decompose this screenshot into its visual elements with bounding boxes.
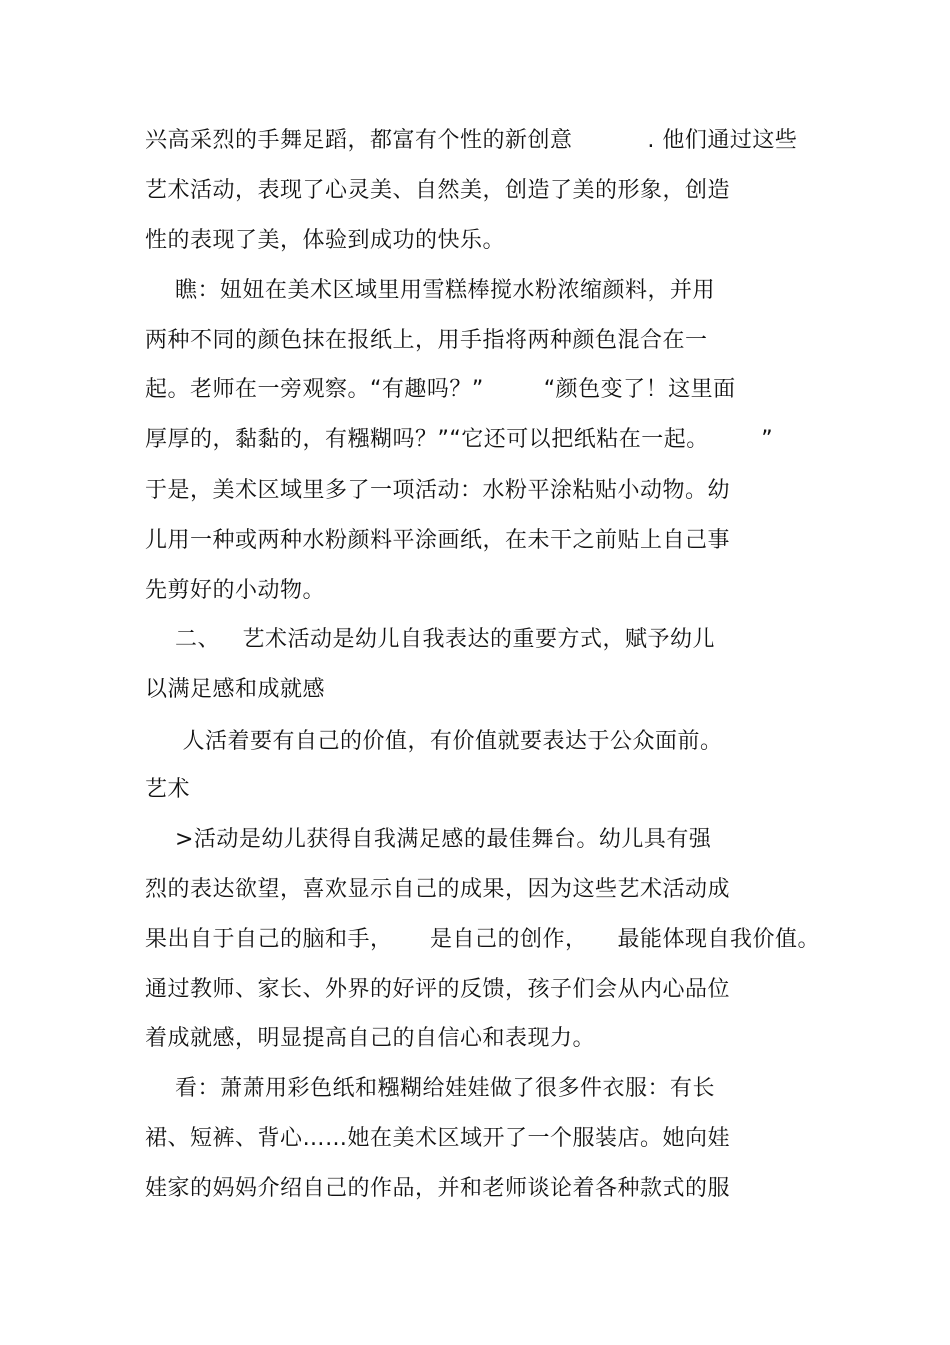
text-line: 人活着要有自己的价值，有价值就要表达于公众面前。 [145,729,723,754]
text-line: 烈的表达欲望，喜欢显示自己的成果，因为这些艺术活动成 [145,877,731,902]
text-line: 儿用一种或两种水粉颜料平涂画纸，在未干之前贴上自己事 [145,528,731,553]
text-line: 起。老师在一旁观察。“有趣吗？” “颜色变了！这里面 [145,377,736,402]
text-line: 兴高采烈的手舞足蹈，都富有个性的新创意 . 他们通过这些 [145,128,798,153]
text-line: 性的表现了美，体验到成功的快乐。 [145,228,506,253]
text-line: 两种不同的颜色抹在报纸上，用手指将两种颜色混合在一 [145,328,708,353]
text-line: 看：萧萧用彩色纸和糨糊给娃娃做了很多件衣服：有长 [145,1076,715,1101]
text-line: 果出自于自己的脑和手， 是自己的创作， 最能体现自我价值。 [145,927,820,952]
text-line: 艺术活动，表现了心灵美、自然美，创造了美的形象，创造 [145,178,731,203]
text-line: 厚厚的，黏黏的，有糨糊吗？”“它还可以把纸粘在一起。 ” [145,427,774,452]
section-heading-line: 以满足感和成就感 [145,677,326,702]
text-line: 艺术 [145,777,191,802]
text-line: 于是，美术区域里多了一项活动：水粉平涂粘贴小动物。幼 [145,478,731,503]
text-line: 先剪好的小动物。 [145,578,326,603]
text-line: 裙、短裤、背心……她在美术区域开了一个服装店。她向娃 [145,1126,731,1151]
section-heading-line: 二、 艺术活动是幼儿自我表达的重要方式，赋予幼儿 [145,627,715,652]
text-line: 娃家的妈妈介绍自己的作品，并和老师谈论着各种款式的服 [145,1176,731,1201]
text-line: 通过教师、家长、外界的好评的反馈，孩子们会从内心品位 [145,977,731,1002]
text-line: 着成就感，明显提高自己的自信心和表现力。 [145,1026,596,1051]
text-line: >活动是幼儿获得自我满足感的最佳舞台。幼儿具有强 [145,827,712,852]
text-line: 瞧：妞妞在美术区域里用雪糕棒搅水粉浓缩颜料，并用 [145,278,715,303]
